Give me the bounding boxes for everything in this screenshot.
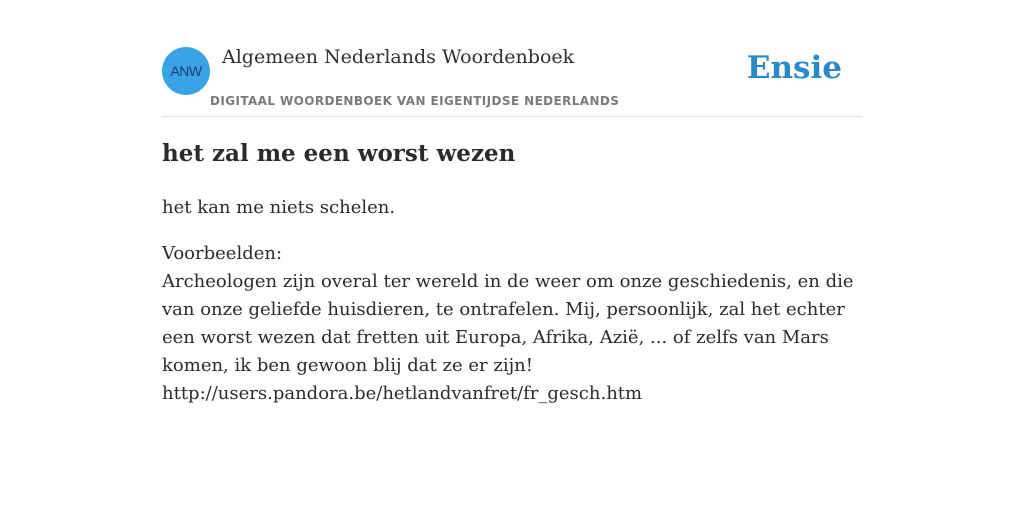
- example-text: Archeologen zijn overal ter wereld in de weer om onze geschiedenis, en die van onze geliefde huisdieren, te ontrafelen. Mij, persoonlijk, zal het echter een worst wezen dat fretten uit Europa, Afrika, Azië, ... of zelfs van Mars komen, ik ben gewoon blij dat ze er zijn!: [162, 271, 854, 376]
- site-subtitle: DIGITAAL WOORDENBOEK VAN EIGENTIJDSE NEDERLANDS: [210, 94, 620, 108]
- entry-term: het zal me een worst wezen: [162, 140, 516, 167]
- entry-definition: het kan me niets schelen.: [162, 197, 396, 218]
- examples-label: Voorbeelden:: [162, 243, 283, 264]
- entry-content: [162, 138, 862, 408]
- example-source-link[interactable]: http://users.pandora.be/hetlandvanfret/fr_gesch.htm: [162, 383, 643, 404]
- examples-section: [162, 240, 862, 408]
- site-header: [162, 40, 862, 117]
- anw-logo[interactable]: [162, 47, 210, 95]
- site-title[interactable]: Algemeen Nederlands Woordenboek: [222, 46, 575, 68]
- logo-text: ANW: [170, 63, 202, 79]
- ensie-brand-link[interactable]: Ensie: [746, 50, 842, 86]
